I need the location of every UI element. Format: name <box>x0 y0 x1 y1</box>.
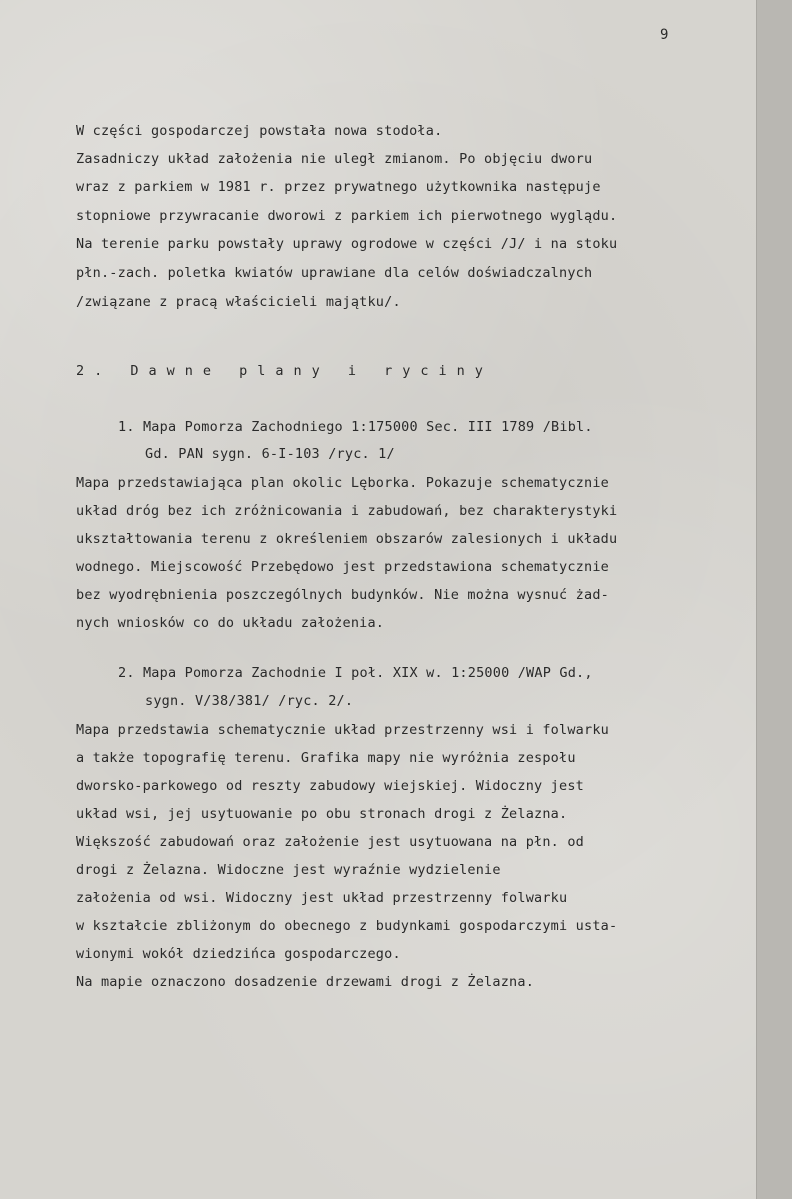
item-2-header-line: sygn. V/38/381/ /ryc. 2/. <box>145 693 354 709</box>
paragraph-line: wraz z parkiem w 1981 r. przez prywatnego użytkownika następuje <box>76 179 601 195</box>
paragraph-line: płn.-zach. poletka kwiatów uprawiane dla celów doświadczalnych <box>76 265 593 281</box>
item-1-body-line: nych wniosków co do układu założenia. <box>76 615 385 631</box>
item-2-body-line: układ wsi, jej usytuowanie po obu stronach drogi z Żelazna. <box>76 806 568 822</box>
item-2-body-line: dworsko-parkowego od reszty zabudowy wiejskiej. Widoczny jest <box>76 778 584 794</box>
item-2-body-line: w kształcie zbliżonym do obecnego z budynkami gospodarczymi usta- <box>76 918 618 934</box>
item-1-body-line: ukształtowania terenu z określeniem obszarów zalesionych i układu <box>76 531 618 547</box>
item-2-body-line: a także topografię terenu. Grafika mapy nie wyróżnia zespołu <box>76 750 576 766</box>
item-2-body-line: Na mapie oznaczono dosadzenie drzewami drogi z Żelazna. <box>76 974 535 990</box>
item-2-body-line: Mapa przedstawia schematycznie układ przestrzenny wsi i folwarku <box>76 722 609 738</box>
paragraph-line: stopniowe przywracanie dworowi z parkiem ich pierwotnego wyglądu. <box>76 208 618 224</box>
item-2-body-line: drogi z Żelazna. Widoczne jest wyraźnie wydzielenie <box>76 862 501 878</box>
paragraph-line: /związane z pracą właścicieli majątku/. <box>76 294 401 310</box>
item-2-body-line: Większość zabudowań oraz założenie jest usytuowana na płn. od <box>76 834 584 850</box>
section-heading: 2. Dawne plany i ryciny <box>76 363 493 379</box>
scanner-edge-strip <box>756 0 792 1199</box>
paragraph-line: Zasadniczy układ założenia nie uległ zmianom. Po objęciu dworu <box>76 151 593 167</box>
page-number: 9 <box>660 27 669 43</box>
item-1-body-line: układ dróg bez ich zróżnicowania i zabudowań, bez charakterystyki <box>76 503 618 519</box>
item-2-body-line: wionymi wokół dziedzińca gospodarczego. <box>76 946 401 962</box>
item-1-body-line: Mapa przedstawiająca plan okolic Lęborka. Pokazuje schematycznie <box>76 475 609 491</box>
item-2-body-line: założenia od wsi. Widoczny jest układ przestrzenny folwarku <box>76 890 568 906</box>
item-2-header-line: 2. Mapa Pomorza Zachodnie I poł. XIX w. 1:25000 /WAP Gd., <box>118 665 593 681</box>
item-1-header-line: Gd. PAN sygn. 6-I-103 /ryc. 1/ <box>145 446 395 462</box>
paragraph-line: Na terenie parku powstały uprawy ogrodowe w części /J/ i na stoku <box>76 236 618 252</box>
paragraph-line: W części gospodarczej powstała nowa stodoła. <box>76 123 443 139</box>
item-1-body-line: wodnego. Miejscowość Przebędowo jest przedstawiona schematycznie <box>76 559 609 575</box>
item-1-header-line: 1. Mapa Pomorza Zachodniego 1:175000 Sec. III 1789 /Bibl. <box>118 419 593 435</box>
item-1-body-line: bez wyodrębnienia poszczególnych budynków. Nie można wysnuć żad- <box>76 587 609 603</box>
